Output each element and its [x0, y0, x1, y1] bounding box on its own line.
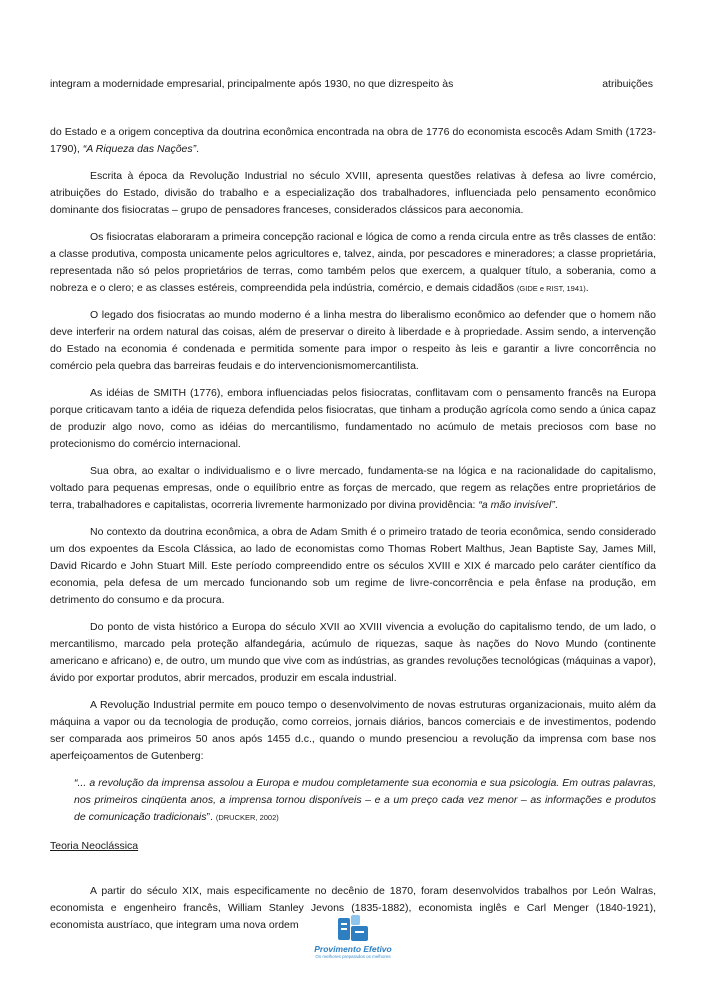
paragraph-1-text: do Estado e a origem conceptiva da doutrina econômica encontrada na obra de 1776 do economista escocês Adam Smith (1723-1790), — [50, 126, 656, 155]
paragraph-5: As idéias de SMITH (1776), embora influenciadas pelos fisiocratas, conflitavam com o pensamento francês na Europa porque criticavam tanto a idéia de riqueza defendida pelos fisiocratas, que tinham a produção agrícola como sendo a única capaz de produzir algo novo, como as idéias do mercantilismo, fundamentado no acúmulo de metais preciosos com base no protecionismo do comércio internacional. — [50, 387, 656, 450]
section-heading: Teoria Neoclássica — [50, 840, 139, 852]
quote-text: “... a revolução da imprensa assolou a Europa e mudou completamente sua economia e sua psicologia. Em outras palavras, nos primeiros cinqüenta anos, a imprensa tornou disponíveis – e a um preço cada vez menor – as informações e produtos de comunicação tradicionais — [74, 777, 656, 823]
paragraph-7: No contexto da doutrina econômica, a obra de Adam Smith é o primeiro tratado de teoria econômica, sendo considerado um dos expoentes da Escola Clássica, ao lado de economistas como Thomas Robert Malthus, Jean Baptiste Say, James Mill, David Ricardo e John Stuart Mill. Este período compreendido entre os séculos XVIII e XIX é marcado pelo caráter científico da economia, pela defesa de um mercado funcionando sob um regime de livre-concorrência e pela ênfase na produção, em detrimento do consumo e da procura. — [50, 526, 656, 606]
continuation-line — [50, 76, 656, 93]
logo-tagline: Os melhores preparados os melhores — [315, 954, 391, 959]
paragraph-3-end: . — [585, 282, 589, 294]
paragraph-2: Escrita à época da Revolução Industrial no século XVIII, apresenta questões relativas à defesa ao livre comércio, atribuições do Estado, divisão do trabalho e a especialização dos trabalhadores, influenciada pelo pensamento econômico dominante dos fisiocratas – grupo de pensadores franceses, considerados clássicos para aeconomia. — [50, 170, 656, 216]
logo-brand-name: Provimento Efetivo — [314, 944, 392, 954]
continuation-text: integram a modernidade empresarial, principalmente após 1930, no que dizrespeito às — [50, 78, 454, 90]
publisher-logo — [310, 914, 396, 960]
paragraph-4: O legado dos fisiocratas ao mundo moderno é a linha mestra do liberalismo econômico ao defender que o homem não deve interferir na ordem natural das coisas, além de preservar o direito à liberdade e à propriedade. Assim sendo, a intervenção do Estado na economia é condenada e permitida somente para impor o respeito às leis e garantir a livre concorrência no comércio pela quebra das barreiras feudais e do intervencionismomercantilista. — [50, 309, 656, 372]
paragraph-1 — [50, 124, 656, 158]
paragraph-10: A partir do século XIX, mais especificamente no decênio de 1870, foram desenvolvidos trabalhos por León Walras, economista e engenheiro francês, William Stanley Jevons (1835-1882), economista inglês e Carl Menger (1840-1921), economista austríaco, que integram uma nova ordem — [50, 885, 656, 931]
citation-drucker: (DRUCKER, 2002) — [215, 813, 279, 822]
continuation-word: atribuições — [602, 78, 653, 90]
paragraph-6 — [50, 463, 656, 514]
drucker-quote — [74, 775, 656, 826]
paragraph-9: A Revolução Industrial permite em pouco tempo o desenvolvimento de novas estruturas organizacionais, muito além da máquina a vapor ou da tecnologia de produção, como correios, jornais diários, bancos comerciais e de investimentos, podendo ser comparada aos primeiros 50 anos após 1455 d.c., quando o mundo presenciou a revolução da imprensa com base nos aperfeiçoamentos de Gutenberg: — [50, 699, 656, 762]
document-page — [50, 76, 656, 944]
paragraph-8: Do ponto de vista histórico a Europa do século XVII ao XVIII vivencia a evolução do capitalismo tendo, de um lado, o mercantilismo, marcado pela proteção alfandegária, acúmulo de riquezas, saque às nações do Novo Mundo (continente americano e africano) e, de outro, um mundo que vive com as indústrias, as grandes revoluções tecnológicas (máquinas a vapor), ávido por exportar produtos, abrir mercados, produzir em escala industrial. — [50, 621, 656, 684]
paragraph-6-text: Sua obra, ao exaltar o individualismo e o livre mercado, fundamenta-se na lógica e na racionalidade do capitalismo, voltado para pequenas empresas, onde o equilíbrio entre as forças de mercado, que regem as relações entre proprietários de terra, trabalhadores e capitalistas, ocorreria livremente harmonizado por divina providência: — [50, 465, 656, 511]
citation-gide-rist: (GIDE e RIST, 1941) — [516, 284, 586, 293]
paragraph-1-end: . — [196, 143, 200, 155]
quote-close: ”. — [206, 811, 216, 823]
paragraph-3 — [50, 229, 656, 297]
paragraph-6-end: . — [554, 499, 558, 511]
paragraph-3-text: Os fisiocratas elaboraram a primeira concepção racional e lógica de como a renda circula entre as três classes de então: a classe produtiva, composta unicamente pelos agricultores e, talvez, ainda, por pescadores e mineradores; a classe proprietária, representada não só pelos proprietários de terras, como também pelos que exercem, a qualquer título, a soberania, como a nobreza e o clero; e as classes estéreis, compreendida pela indústria, comércio, e demais cidadãos — [50, 231, 656, 294]
invisible-hand-term: “a mão invisível” — [478, 499, 555, 511]
logo-mark-icon — [336, 914, 370, 944]
book-title: “A Riqueza das Nações” — [82, 143, 197, 155]
